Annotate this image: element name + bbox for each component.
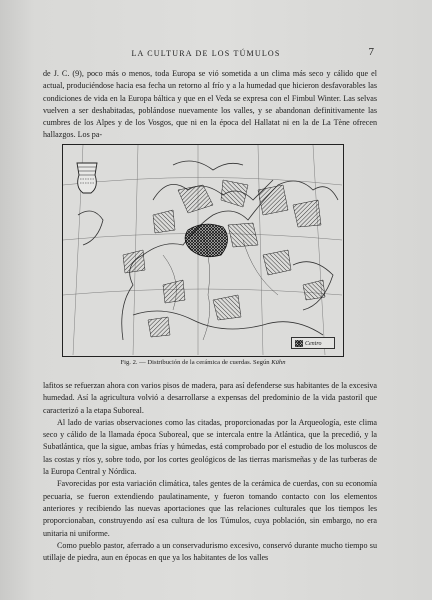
paragraph-block-bottom: [43, 380, 377, 564]
paragraph: Como pueblo pastor, aferrado a un conservadurismo excesivo, conservó durante mucho tiempo su utillaje de piedra, aun en épocas en que ya los habitantes de los valles: [43, 540, 377, 563]
map-drawing: [63, 145, 342, 355]
beaker-vessel: [77, 163, 97, 193]
running-title: LA CULTURA DE LOS TÚMULOS: [131, 49, 281, 58]
legend-swatch: [295, 340, 303, 347]
paragraph: Al lado de varias observaciones como las citadas, proporcionadas por la Arqueología, este clima seco y cálido de la llamada época Suboreal, que se intercala entre la Atlántica, que la precedió, y la Subatlántica, que la sigue, ambas frías y húmedas, está comprobado por el estudio de los moluscos de las costas y ríos y, sobre todo, por los cortes geológicos de las tierras marismeñas y de las turberas de la Europa Central y Nórdica.: [43, 417, 377, 477]
paragraph: lafitos se refuerzan ahora con varios pisos de madera, para así defenderse sus habitantes de la excesiva humedad. Así la agricultura volvió a desarrollarse a expensas del predominio de la vida pastoril que caracterizó a la etapa Suboreal.: [43, 381, 377, 415]
legend-label: Centro: [305, 341, 322, 347]
paragraph-block-top: [43, 68, 377, 142]
caption-text: Fig. 2. — Distribución de la cerámica de cuerdas. Según: [120, 359, 270, 366]
paragraph: Favorecidas por esta variación climática, tales gentes de la cerámica de cuerdas, con su economía pecuaria, se fueron extendiendo paulatinamente, y fueron tomando contacto con los elementos anteriores y recibiendo las nuevas aportaciones que las relaciones culturales que los tiempos les proporcionaban, construyendo así esa cultura de los Túmulos, cuya población, sin embargo, no era unitaria ni uniforme.: [43, 479, 377, 538]
centre-area: [185, 224, 227, 257]
figure-caption: [62, 359, 344, 366]
paragraph: de J. C. (9), poco más o menos, toda Europa se vió sometida a un clima más seco y cálido que el actual, produciéndose hacia esa fecha un retorno al frío y a la humedad que hicieron desfavorables las condiciones de vida en la Europa báltica y que en el Veda se expresa con el Fimbul Winter. Las selvas vuelven a ser deshabitadas, poblándose nuevamente los valles, y se abandonan definitivamente las cumbres de los Alpes y de los Vosgos, que ni en la época del Hallatat ni en la de La Tène ofrecen hallazgos. Los pa-: [43, 69, 377, 140]
distribution-map: [62, 144, 344, 357]
hatched-areas: [123, 180, 325, 337]
page-number: 7: [368, 46, 374, 58]
map-legend: [291, 337, 335, 349]
caption-author: Kühn: [271, 359, 286, 366]
